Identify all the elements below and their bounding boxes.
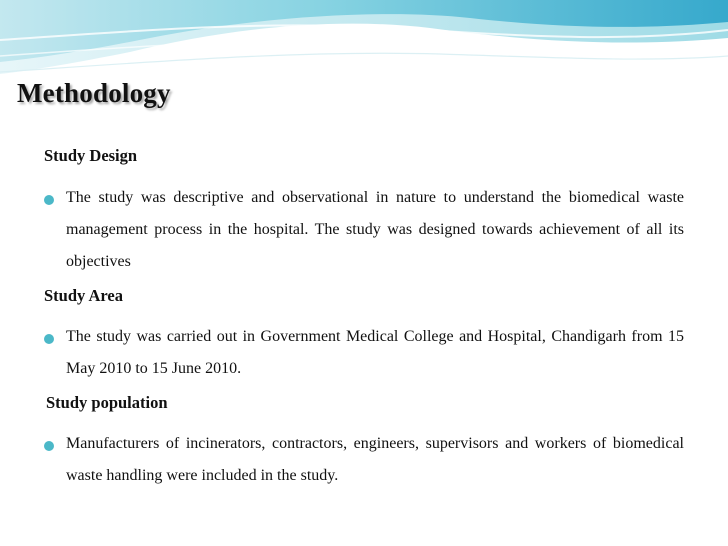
slide-title: Methodology — [17, 78, 171, 108]
bullet-text: The study was descriptive and observational in nature to understand the biomedical waste management process in the hospital. The study was designed towards achievement of all its objectives — [66, 189, 684, 270]
bullet-icon — [44, 195, 54, 205]
bullet-text: Manufacturers of incinerators, contractors, engineers, supervisors and workers of biomedical waste handling were included in the study. — [66, 435, 684, 484]
section-heading-study-population: Study population — [46, 393, 168, 412]
bullet-text: The study was carried out in Government Medical College and Hospital, Chandigarh from 15 May 2010 to 15 June 2010. — [66, 328, 684, 377]
section-heading-study-design: Study Design — [44, 146, 138, 165]
bullet-icon — [44, 441, 54, 451]
bullet-study-design — [44, 188, 684, 278]
bullet-icon — [44, 334, 54, 344]
bullet-study-population — [44, 434, 684, 492]
bullet-study-area — [44, 327, 684, 385]
section-heading-study-area: Study Area — [44, 286, 124, 305]
